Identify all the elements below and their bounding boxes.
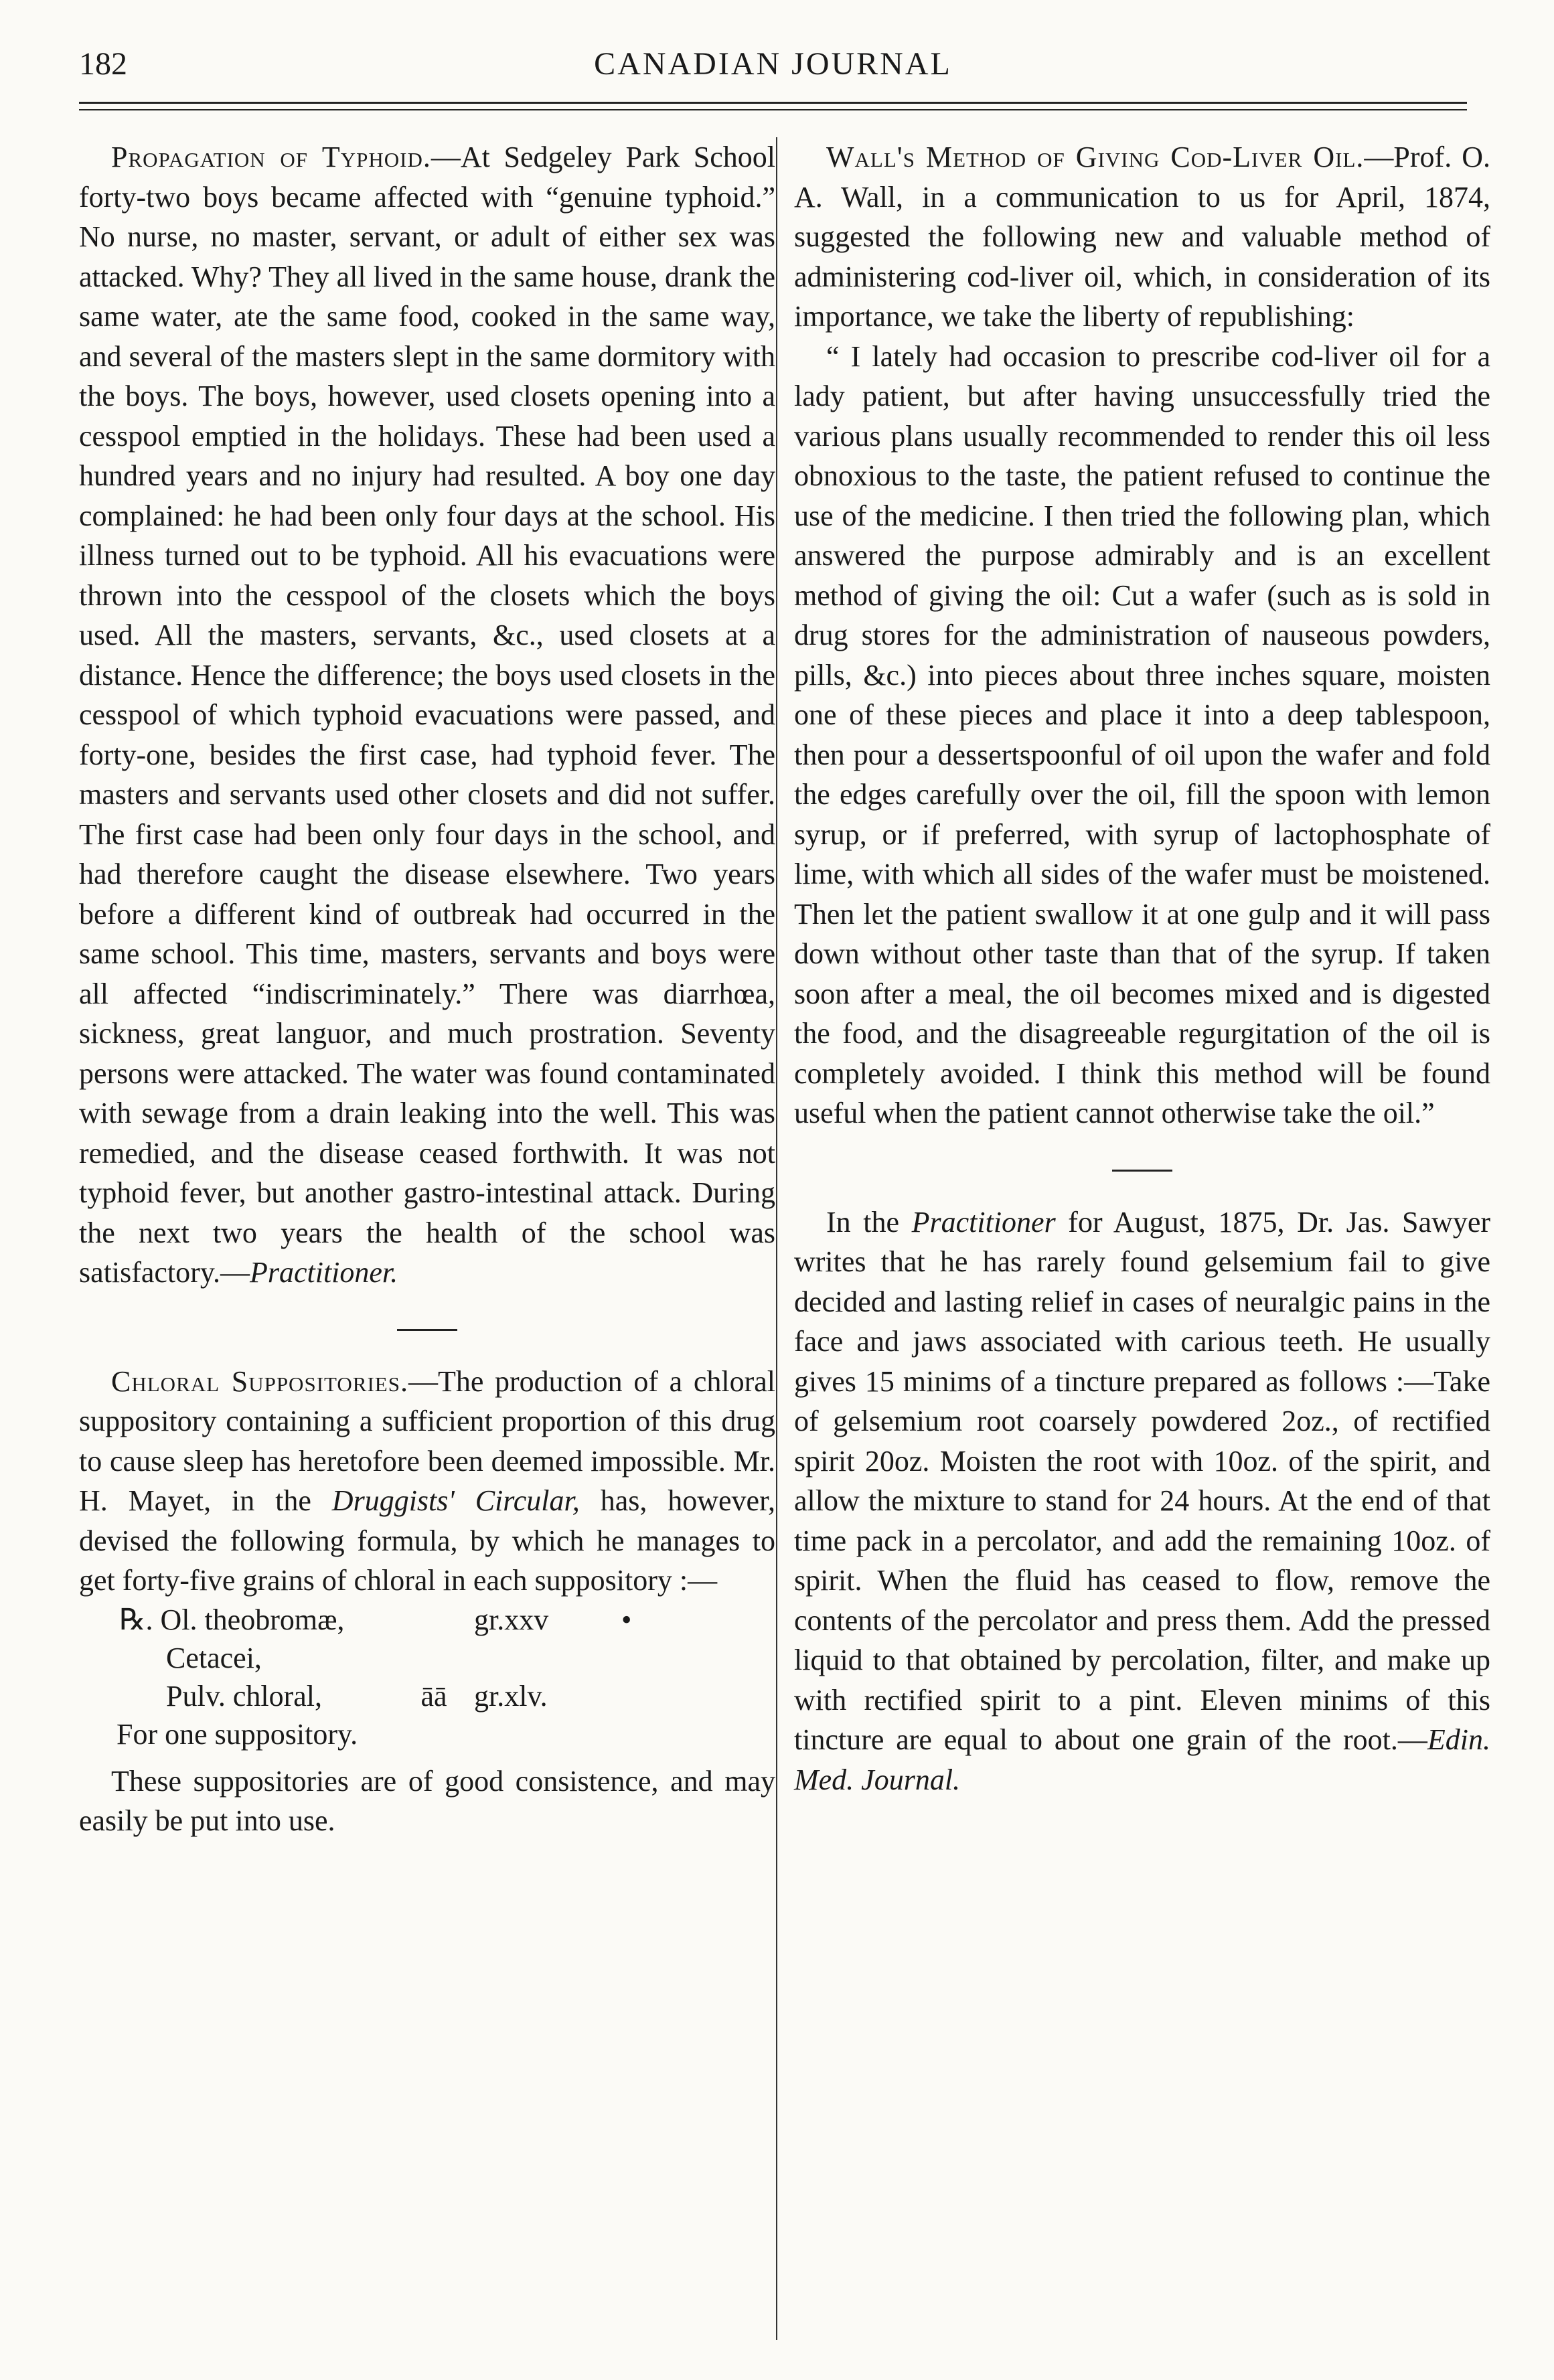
left-column [79,137,775,1841]
typhoid-source: Practitioner. [249,1256,398,1289]
gelsemium-source: Edin. Med. Journal. [794,1723,1490,1796]
codliver-title: Wall's Method of Giving Cod-Liver Oil. [826,141,1365,173]
section-separator [1112,1170,1172,1172]
formula-mark: • [621,1603,632,1636]
formula-quantity: gr.xxv [474,1603,549,1636]
gelsemium-journal: Practitioner [911,1205,1056,1239]
typhoid-title: Propagation of Typhoid. [111,141,431,173]
chloral-article [79,1362,775,1601]
chloral-journal: Druggists' Circular, [331,1484,580,1517]
chloral-closing: These suppositories are of good consistence, and may easily be put into use. [79,1764,775,1837]
column-divider [776,137,777,2340]
codliver-quote: “ I lately had occasion to prescribe cod-liver oil for a lady patient, but after having unsuccessfully tried the various plans usually recommended to render this oil less obnoxious to the taste, the patient refused to continue the use of the medicine. I then tried the following plan, which answered the purpose admirably and is an excellent method of giving the oil: Cut a wafer (such as is sold in drug stores for the administration of nauseous powders, pills, &c.) into pieces about three inches square, moisten one of these pieces and place it into a deep tablespoon, then pour a dessertspoonful of oil upon the wafer and fold the edges carefully over the oil, fill the spoon with lemon syrup, or if preferred, with syrup of lactophosphate of lime, with which all sides of the wafer must be moistened. Then let the patient swallow it at one gulp and it will pass down without other taste than that of the syrup. If taken soon after a meal, the oil becomes mixed and is digested the food, and the disagreeable regurgitation of the oil is completely avoided. I think this method will be found useful when the patient cannot otherwise take the oil.” [794,339,1490,1129]
chloral-formula [79,1601,775,1753]
codliver-article [794,137,1490,337]
codliver-body: —Prof. O. A. Wall, in a communication to us for April, 1874, suggested the following new and valuable method of administering cod-liver oil, which, in consideration of its importance, we take the liberty of republishing: [794,141,1490,333]
formula-ingredient: Cetacei, [166,1641,262,1674]
formula-quantity: gr.xlv. [474,1679,548,1713]
running-title: CANADIAN JOURNAL [594,46,952,82]
formula-ana: āā [420,1679,447,1713]
gelsemium-article [794,1202,1490,1800]
typhoid-body: —At Sedgeley Park School forty-two boys became affected with “genuine typhoid.” No nurse, no master, servant, or adult of either sex was attacked. Why? They all lived in the same house, drank the same water, ate the same food, cooked in the same way, and several of the masters slept in the same dormitory with the boys. The boys, however, used closets opening into a cesspool emptied in the holidays. These had been used a hundred years and no injury had resulted. A boy one day complained: he had been only four days at the school. His illness turned out to be typhoid. All his evacuations were thrown into the cesspool of the closets which the boys used. All the masters, servants, &c., used closets at a distance. Hence the difference; the boys used closets in the cesspool of which typhoid evacuations were passed, and forty-one, besides the first case, had typhoid fever. The masters and servants used other closets and did not suffer. The first case had been only four days in the school, and had therefore caught the disease elsewhere. Two years before a different kind of outbreak had occurred in the same school. This time, masters, servants and boys were all affected “indiscriminately.” There was diarrhœa, sickness, great languor, and much prostration. Seventy persons were attacked. The water was found contaminated with sewage from a drain leaking into the well. This was remedied, and the disease ceased forthwith. It was not typhoid fever, but another gastro-intestinal attack. During the next two years the health of the school was satisfactory.— [79,141,775,1289]
page-number: 182 [79,46,127,82]
chloral-body-2: has, however, devised the following formula, by which he manages to get forty-five grains of chloral in each suppository :— [79,1484,775,1597]
chloral-title: Chloral Suppositories. [111,1364,408,1398]
right-column [794,137,1490,1800]
formula-ana-blank [394,1601,474,1639]
header-rule-thin [79,109,1467,110]
gelsemium-intro: In the [826,1205,912,1239]
chloral-body-1: —The production of a chloral suppository containing a sufficient proportion of this drug to cause sleep has heretofore been deemed impossible. Mr. H. Mayet, in the [79,1364,775,1517]
formula-directions: For one suppository. [116,1717,358,1751]
gelsemium-body: for August, 1875, Dr. Jas. Sawyer writes that he has rarely found gelsemium fail to give decided and lasting relief in cases of neuralgic pains in the face and jaws associated with carious teeth. He usually gives 15 minims of a tincture prepared as follows :—Take of gelsemium root coarsely powdered 2oz., of rectified spirit 20oz. Moisten the root with 10oz. of the spirit, and allow the mixture to stand for 24 hours. At the end of that time pack in a percolator, and add the remaining 10oz. of spirit. When the fluid has ceased to flow, remove the contents of the percolator and press them. Add the pressed liquid to that obtained by percolation, filter, and make up with rectified spirit to a pint. Eleven minims of this tincture are equal to about one grain of the root.— [794,1205,1491,1756]
formula-ingredient: ℞. Ol. theobromæ, [119,1603,345,1636]
formula-ingredient: Pulv. chloral, [166,1679,322,1713]
typhoid-article [79,137,775,1293]
header-rule [79,102,1467,104]
page-header [79,40,1467,94]
section-separator [397,1329,457,1331]
